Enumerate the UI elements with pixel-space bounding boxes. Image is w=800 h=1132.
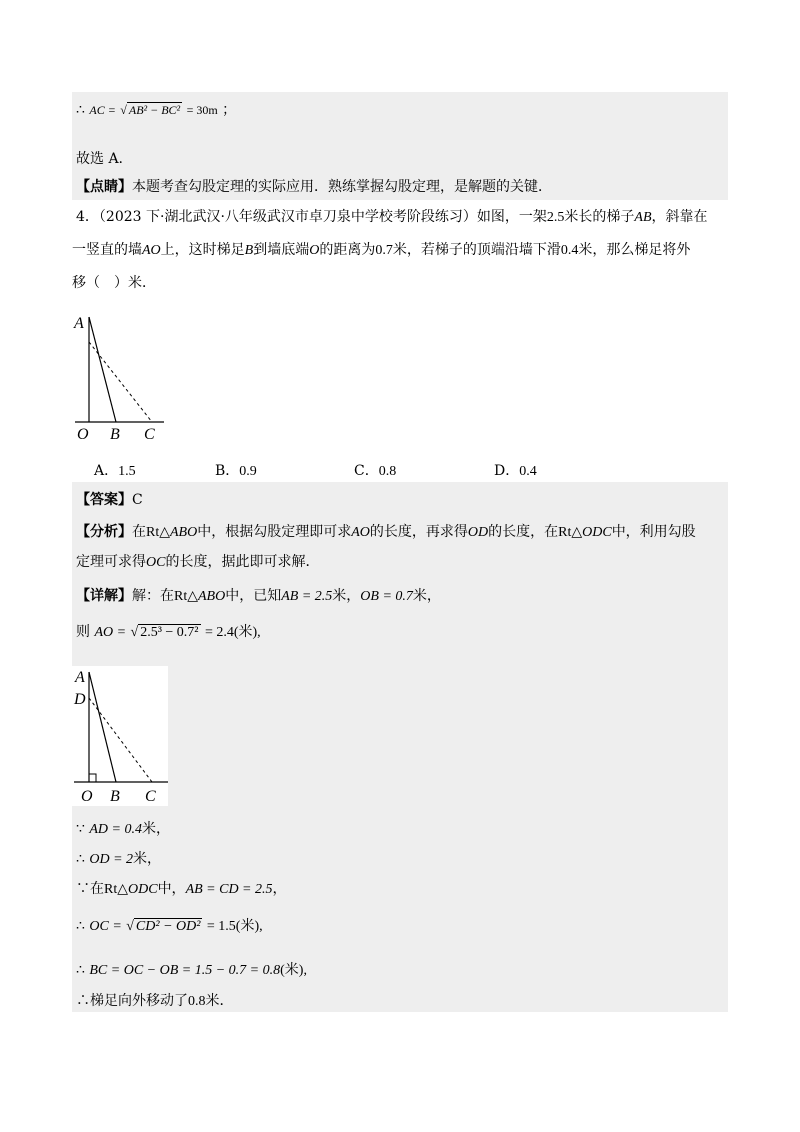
- step-5: ∴ BC = OC − OB = 1.5 − 0.7 = 0.8(米),: [76, 962, 307, 978]
- answer-line: 【答案】C: [76, 492, 143, 508]
- label-o: O: [81, 788, 93, 805]
- analysis-line-1: 【分析】在Rt△ABO中，根据勾股定理即可求AO的长度，再求得OD的长度，在Rt△ODC中，利用勾股: [76, 524, 696, 540]
- step-6: ∴梯足向外移动了0.8米．: [76, 993, 234, 1009]
- option-b[interactable]: B．0.9: [215, 463, 257, 479]
- step-4: ∴ OC = √ CD² − OD² = 1.5(米),: [76, 918, 263, 934]
- label-c: C: [144, 426, 155, 442]
- step-1: ∵ AD = 0.4米，: [76, 821, 170, 837]
- prev-choice: 故选 A.: [76, 151, 124, 167]
- label-a: A: [74, 315, 84, 332]
- question-figure: [72, 312, 182, 442]
- label-o: O: [77, 426, 89, 442]
- label-b: B: [110, 788, 120, 805]
- prev-comment: 【点睛】本题考查勾股定理的实际应用．熟练掌握勾股定理，是解题的关键．: [76, 179, 552, 195]
- detail-line-2: 则 AO = √ 2.5³ − 0.7² = 2.4(米),: [76, 624, 261, 640]
- detail-line-1: 【详解】解：在Rt△ABO中，已知AB = 2.5米，OB = 0.7米，: [76, 588, 441, 604]
- label-c: C: [145, 788, 156, 805]
- option-d[interactable]: D．0.4: [494, 463, 537, 479]
- prev-ac-line: ∴ AC = √ AB² − BC² = 30m ；: [76, 102, 237, 118]
- step-2: ∴ OD = 2米，: [76, 851, 162, 867]
- question-line-3: 移（ ）米．: [72, 275, 156, 291]
- option-c[interactable]: C．0.8: [354, 463, 397, 479]
- ladder-ab: [89, 317, 116, 422]
- answer-figure: [72, 666, 168, 806]
- label-a: A: [75, 669, 85, 686]
- label-b: B: [110, 426, 120, 442]
- step-3: ∵在Rt△ODC中，AB = CD = 2.5，: [76, 881, 287, 897]
- question-line-1: 4．（2023 下·湖北武汉·八年级武汉市卓刀泉中学校考阶段练习）如图，一架2.5米长的梯子AB，斜靠在: [76, 209, 708, 225]
- label-d: D: [74, 691, 86, 708]
- option-a[interactable]: A．1.5: [94, 463, 136, 479]
- question-line-2: 一竖直的墙AO上，这时梯足B到墙底端O的距离为0.7米，若梯子的顶端沿墙下滑0.4米，那么梯足将外: [72, 242, 691, 258]
- ladder-dc: [89, 342, 152, 422]
- analysis-line-2: 定理可求得OC的长度，据此即可求解．: [76, 554, 320, 570]
